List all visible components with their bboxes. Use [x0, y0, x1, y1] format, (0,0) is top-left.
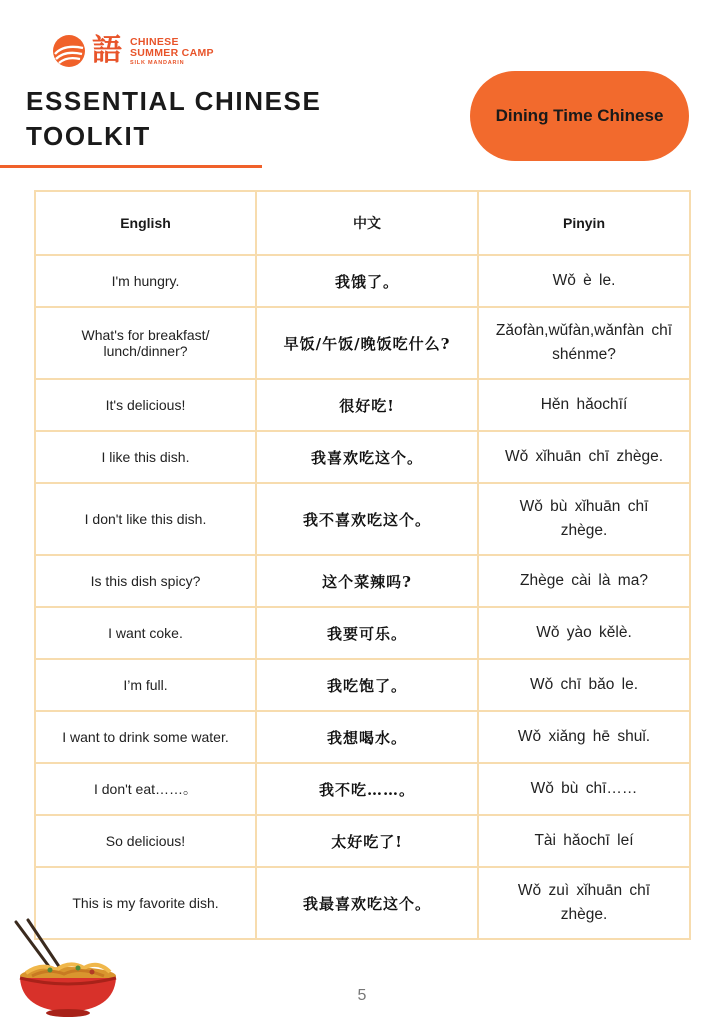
cell-english: It's delicious!	[35, 379, 256, 431]
cell-english: I don't eat……。	[35, 763, 256, 815]
cell-english: I don't like this dish.	[35, 483, 256, 555]
cell-english: Is this dish spicy?	[35, 555, 256, 607]
cell-pinyin: Zhège cài là ma?	[478, 555, 690, 607]
page-title-line-2: TOOLKIT	[26, 121, 151, 151]
sunrise-logo-icon	[52, 34, 86, 68]
header-chinese: 中文	[256, 191, 478, 255]
cell-pinyin-text: Wǒ zuì xǐhuān chī zhège.	[517, 882, 651, 923]
cell-english: I want to drink some water.	[35, 711, 256, 763]
page-title	[26, 84, 321, 154]
cell-chinese: 我吃饱了。	[256, 659, 478, 711]
table-header-row	[35, 191, 690, 255]
cell-chinese: 我喜欢吃这个。	[256, 431, 478, 483]
logo-subtitle: SILK MANDARIN	[130, 60, 185, 66]
table-row	[35, 607, 690, 659]
cell-english: This is my favorite dish.	[35, 867, 256, 939]
logo-line-2: SUMMER CAMP	[130, 47, 214, 59]
page-number: 5	[357, 987, 367, 1004]
table-row	[35, 659, 690, 711]
cell-pinyin: Wǒ bù chī……	[478, 763, 690, 815]
table-row	[35, 431, 690, 483]
cell-pinyin: Wǒ è le.	[478, 255, 690, 307]
cell-english: I want coke.	[35, 607, 256, 659]
page-title-line-1: ESSENTIAL CHINESE	[26, 86, 322, 116]
cell-pinyin: Wǒ chī bǎo le.	[478, 659, 690, 711]
phrase-table	[34, 190, 691, 940]
cell-pinyin: Wǒ xiǎng hē shuǐ.	[478, 711, 690, 763]
table-row	[35, 307, 690, 379]
logo-line-1: CHINESE	[130, 36, 179, 48]
title-underline	[0, 165, 262, 168]
cell-pinyin: Wǒ yào kělè.	[478, 607, 690, 659]
cell-chinese: 我不喜欢吃这个。	[256, 483, 478, 555]
cell-chinese: 我想喝水。	[256, 711, 478, 763]
table-row	[35, 379, 690, 431]
header-pinyin: Pinyin	[478, 191, 690, 255]
cell-chinese: 我不吃……。	[256, 763, 478, 815]
cell-pinyin	[478, 483, 690, 555]
logo-wordmark	[130, 37, 214, 67]
cell-chinese: 很好吃!	[256, 379, 478, 431]
cell-english: I'm hungry.	[35, 255, 256, 307]
table-row	[35, 255, 690, 307]
cell-english	[35, 307, 256, 379]
table-row	[35, 711, 690, 763]
cell-english: So delicious!	[35, 815, 256, 867]
logo-character: 語	[92, 33, 122, 68]
table-row	[35, 763, 690, 815]
cell-chinese: 早饭/午饭/晚饭吃什么?	[256, 307, 478, 379]
table-row	[35, 555, 690, 607]
cell-pinyin-text: Wǒ bù xǐhuān chī zhège.	[519, 498, 649, 539]
cell-chinese: 这个菜辣吗?	[256, 555, 478, 607]
cell-chinese: 我饿了。	[256, 255, 478, 307]
cell-chinese: 我要可乐。	[256, 607, 478, 659]
header-english: English	[35, 191, 256, 255]
cell-chinese: 我最喜欢吃这个。	[256, 867, 478, 939]
cell-english-text: What's for breakfast/ lunch/dinner?	[81, 327, 210, 359]
cell-pinyin: Wǒ xǐhuān chī zhège.	[478, 431, 690, 483]
cell-pinyin: Zǎofàn,wǔfàn,wǎnfàn chī shénme?	[478, 307, 690, 379]
cell-chinese: 太好吃了!	[256, 815, 478, 867]
cell-pinyin: Tài hǎochī leí	[478, 815, 690, 867]
cell-pinyin	[478, 867, 690, 939]
cell-pinyin: Hěn hǎochīí	[478, 379, 690, 431]
table-row	[35, 483, 690, 555]
cell-english: I like this dish.	[35, 431, 256, 483]
brand-logo	[52, 34, 242, 72]
topic-badge: Dining Time Chinese	[470, 71, 689, 161]
table-row	[35, 815, 690, 867]
cell-english: I’m full.	[35, 659, 256, 711]
table-row	[35, 867, 690, 939]
